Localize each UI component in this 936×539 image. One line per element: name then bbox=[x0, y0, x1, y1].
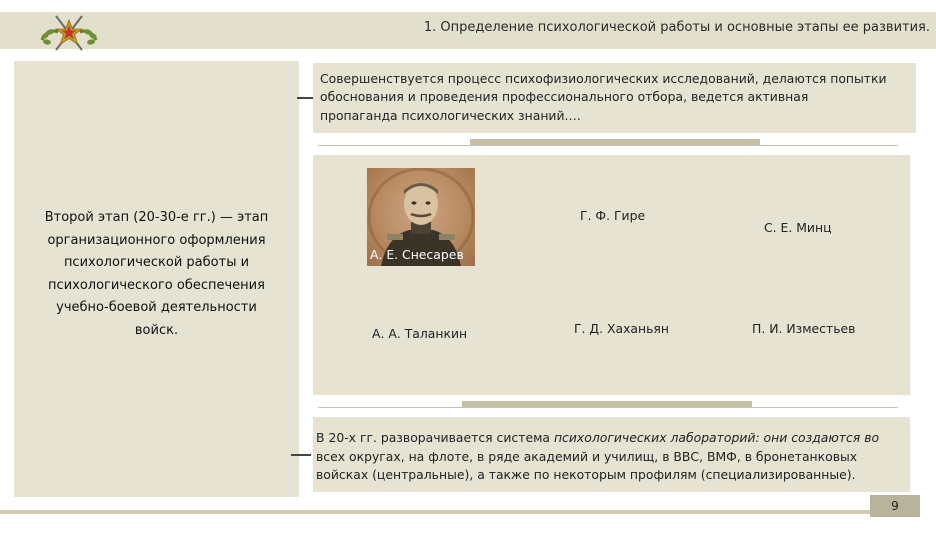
research-text bbox=[320, 70, 912, 125]
page-number: 9 bbox=[870, 495, 920, 517]
stage-line: учебно-боевой деятельности bbox=[56, 300, 257, 315]
divider-bar bbox=[462, 401, 752, 407]
laboratories-line: всех округах, на флоте, в ряде академий и училищ, в ВВС, ВМФ, в бронетанковых bbox=[316, 448, 858, 464]
research-line: обоснования и проведения профессионального отбора, ведется активная bbox=[320, 89, 809, 105]
portrait-caption: А. Е. Снесарев bbox=[370, 247, 464, 262]
divider bbox=[318, 407, 898, 408]
scientist-name: Г. Ф. Гире bbox=[580, 208, 646, 223]
laboratories-line-italic: психологических лабораторий: они создаются во bbox=[553, 430, 880, 445]
stage-line: Второй этап (20-30-е гг.) — этап bbox=[44, 210, 269, 225]
laboratories-line bbox=[316, 429, 910, 448]
divider-bar bbox=[470, 139, 760, 145]
military-emblem-icon bbox=[38, 10, 100, 54]
scientist-name: П. И. Изместьев bbox=[752, 321, 856, 336]
scientist-name: С. Е. Минц bbox=[764, 220, 832, 235]
footer-bar bbox=[0, 510, 870, 514]
research-line: пропаганда психологических знаний.… bbox=[320, 107, 581, 123]
laboratories-line-start: В 20-х гг. разворачивается система bbox=[316, 430, 554, 445]
laboratories-line: войсках (центральные), а также по некоторым профилям (специализированные). bbox=[316, 467, 856, 483]
scientist-name: А. А. Таланкин bbox=[372, 326, 468, 341]
stage-line: войск. bbox=[134, 322, 179, 338]
laboratories-text bbox=[316, 429, 910, 485]
slide-title: 1. Определение психологической работы и основные этапы ее развития. bbox=[423, 20, 930, 35]
divider bbox=[318, 145, 898, 146]
stage-line: организационного оформления bbox=[47, 232, 266, 248]
connector-line-bottom bbox=[291, 454, 311, 456]
stage-line: психологической работы и bbox=[63, 255, 250, 270]
scientist-name: Г. Д. Хаханьян bbox=[574, 321, 669, 336]
stage-description bbox=[14, 207, 299, 342]
research-line: Совершенствуется процесс психофизиологических исследований, делаются попытки bbox=[320, 71, 887, 86]
stage-line: психологического обеспечения bbox=[48, 277, 265, 293]
